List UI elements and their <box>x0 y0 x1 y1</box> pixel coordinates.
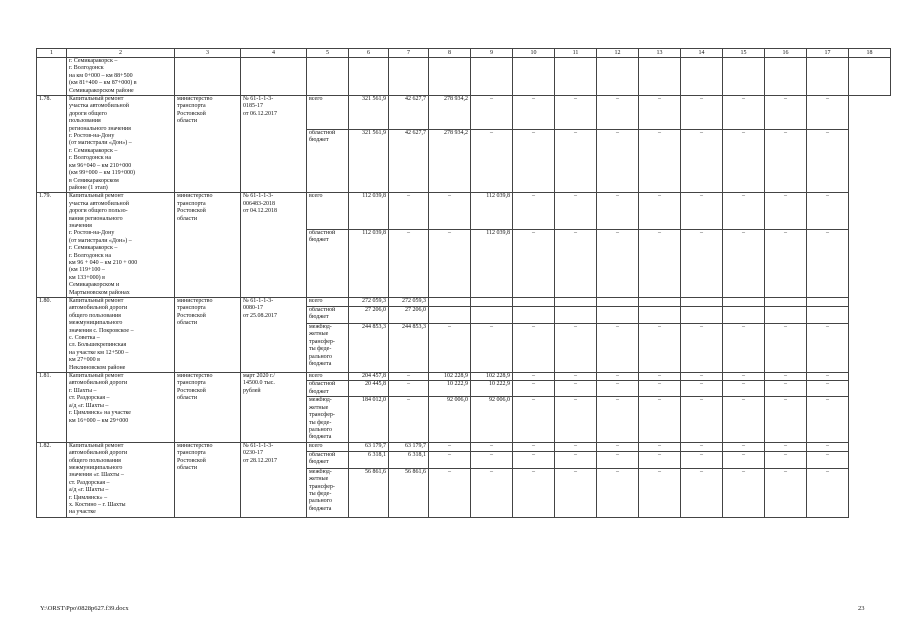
amount-cell: – <box>639 451 681 468</box>
amount-cell: 112 039,8 <box>471 229 513 297</box>
amount-cell: 27 206,0 <box>349 307 389 324</box>
amount-cell: – <box>471 324 513 373</box>
amount-cell: – <box>389 193 429 229</box>
amount-cell: – <box>765 442 807 451</box>
object-name-cell: Капитальный ремонт автомобильной дороги общего пользования межмуниципального значения с. Покровское – с. Советка – сл. Большекрепинская на участке км 12+500 – км 27+000 в Неклиновском районе <box>67 298 175 373</box>
amount-cell: 204 457,8 <box>349 373 389 381</box>
amount-cell: – <box>639 96 681 130</box>
amount-cell: – <box>513 451 555 468</box>
amount-cell: – <box>471 129 513 193</box>
amount-cell: – <box>555 229 597 297</box>
funding-source-cell: всего <box>307 96 349 130</box>
amount-cell <box>807 298 849 307</box>
amount-cell: – <box>723 468 765 517</box>
amount-cell: – <box>597 381 639 397</box>
amount-cell: – <box>681 468 723 517</box>
amount-cell: – <box>555 96 597 130</box>
amount-cell <box>723 307 765 324</box>
column-number-cell: 11 <box>555 49 597 58</box>
amount-cell: – <box>597 193 639 229</box>
amount-cell <box>639 298 681 307</box>
amount-cell: – <box>389 381 429 397</box>
amount-cell: – <box>681 442 723 451</box>
amount-cell: – <box>639 468 681 517</box>
customer-cell: министерство транспорта Ростовской области <box>175 373 241 443</box>
object-name-cell: Капитальный ремонт участка автомобильной дороги общего пользования регионального значения г. Ростов-на-Дону (от магистрали «Дон») – г. Семикаракорск – г. Волгодонск на км 96+040 – км 210+000 (км 99+000 – км 119+000) в Семикаракорском районе (1 этап) <box>67 96 175 193</box>
carry-over-name-cell: г. Семикаракорск – г. Волгодонск на км 0+000 – км 88+500 (км 81+400 – км 87+000) в Семикаракорском районе <box>67 58 175 96</box>
amount-cell <box>471 298 513 307</box>
amount-cell: – <box>639 373 681 381</box>
amount-cell <box>681 298 723 307</box>
amount-cell: 112 039,8 <box>471 193 513 229</box>
amount-cell: – <box>723 397 765 442</box>
amount-cell: 184 012,0 <box>349 397 389 442</box>
amount-cell: – <box>513 96 555 130</box>
amount-cell <box>765 307 807 324</box>
amount-cell: – <box>681 193 723 229</box>
amount-cell: – <box>555 451 597 468</box>
amount-cell: – <box>471 468 513 517</box>
amount-cell: – <box>807 373 849 381</box>
amount-cell: – <box>597 96 639 130</box>
column-number-cell: 2 <box>67 49 175 58</box>
amount-cell: – <box>807 397 849 442</box>
row-number-cell: 1.80. <box>37 298 67 373</box>
amount-cell: – <box>513 324 555 373</box>
amount-cell: 321 561,9 <box>349 129 389 193</box>
amount-cell: – <box>723 129 765 193</box>
amount-cell: 20 445,8 <box>349 381 389 397</box>
amount-cell: – <box>681 397 723 442</box>
table-row <box>37 442 891 451</box>
amount-cell: 56 861,6 <box>389 468 429 517</box>
amount-cell: 63 179,7 <box>389 442 429 451</box>
amount-cell <box>597 307 639 324</box>
amount-cell: – <box>723 193 765 229</box>
column-number-cell: 10 <box>513 49 555 58</box>
amount-cell: – <box>681 451 723 468</box>
amount-cell: – <box>597 468 639 517</box>
amount-cell: – <box>429 451 471 468</box>
amount-cell: – <box>723 381 765 397</box>
funding-source-cell: межбюд- жетные трансфер- ты феде- рального бюджета <box>307 324 349 373</box>
amount-cell: – <box>389 373 429 381</box>
amount-cell: – <box>639 442 681 451</box>
amount-cell <box>429 307 471 324</box>
column-number-cell: 17 <box>807 49 849 58</box>
amount-cell: – <box>471 442 513 451</box>
row-number-cell: 1.79. <box>37 193 67 298</box>
contract-cell: № 61-1-1-3- 0080-17 от 25.08.2017 <box>241 298 307 373</box>
amount-cell: – <box>597 451 639 468</box>
contract-cell: № 61-1-1-3- 0185-17 от 06.12.2017 <box>241 96 307 193</box>
amount-cell <box>513 307 555 324</box>
object-name-cell: Капитальный ремонт автомобильной дороги г. Шахты – ст. Раздорская – а/д «г. Шахты – г. Цимлянск» на участке км 16+000 – км 29+000 <box>67 373 175 443</box>
amount-cell: – <box>681 229 723 297</box>
amount-cell: 278 934,2 <box>429 96 471 130</box>
amount-cell: – <box>555 442 597 451</box>
funding-source-cell: областной бюджет <box>307 129 349 193</box>
amount-cell: – <box>765 373 807 381</box>
amount-cell: – <box>597 324 639 373</box>
amount-cell: – <box>807 442 849 451</box>
funding-source-cell: межбюд- жетные трансфер- ты феде- рального бюджета <box>307 397 349 442</box>
amount-cell: – <box>807 468 849 517</box>
amount-cell <box>555 307 597 324</box>
amount-cell: – <box>765 451 807 468</box>
amount-cell: – <box>807 381 849 397</box>
customer-cell: министерство транспорта Ростовской области <box>175 96 241 193</box>
contract-cell: № 61-1-1-3- 0230-17 от 28.12.2017 <box>241 442 307 517</box>
column-number-cell: 14 <box>681 49 723 58</box>
amount-cell: – <box>639 324 681 373</box>
amount-cell: – <box>513 468 555 517</box>
amount-cell: 10 222,9 <box>471 381 513 397</box>
amount-cell: – <box>597 442 639 451</box>
amount-cell: 63 179,7 <box>349 442 389 451</box>
amount-cell: – <box>765 381 807 397</box>
amount-cell <box>597 298 639 307</box>
amount-cell: 102 228,9 <box>471 373 513 381</box>
row-number-cell: 1.81. <box>37 373 67 443</box>
amount-cell <box>723 298 765 307</box>
column-number-cell: 4 <box>241 49 307 58</box>
amount-cell <box>429 298 471 307</box>
amount-cell <box>639 307 681 324</box>
amount-cell: 112 039,8 <box>349 193 389 229</box>
amount-cell <box>681 307 723 324</box>
amount-cell <box>471 307 513 324</box>
amount-cell: – <box>723 229 765 297</box>
amount-cell <box>765 298 807 307</box>
column-number-row <box>37 49 891 58</box>
amount-cell: – <box>765 324 807 373</box>
funding-source-cell: областной бюджет <box>307 381 349 397</box>
amount-cell: – <box>639 129 681 193</box>
amount-cell: – <box>639 229 681 297</box>
amount-cell: – <box>597 397 639 442</box>
amount-cell: – <box>555 397 597 442</box>
amount-cell: – <box>807 324 849 373</box>
funding-source-cell: областной бюджет <box>307 229 349 297</box>
table-row <box>37 373 891 381</box>
program-table <box>36 48 891 518</box>
amount-cell: – <box>723 442 765 451</box>
funding-source-cell: всего <box>307 298 349 307</box>
amount-cell: – <box>765 397 807 442</box>
amount-cell: – <box>681 381 723 397</box>
amount-cell: – <box>765 468 807 517</box>
amount-cell: – <box>513 129 555 193</box>
amount-cell: – <box>807 193 849 229</box>
amount-cell: – <box>513 193 555 229</box>
contract-cell: март 2020 г./ 14500.0 тыс. рублей <box>241 373 307 443</box>
amount-cell: – <box>429 442 471 451</box>
column-number-cell: 1 <box>37 49 67 58</box>
funding-source-cell: всего <box>307 193 349 229</box>
column-number-cell: 6 <box>349 49 389 58</box>
amount-cell: – <box>429 468 471 517</box>
amount-cell <box>513 298 555 307</box>
table-row <box>37 193 891 229</box>
amount-cell: – <box>513 381 555 397</box>
row-number-cell: 1.82. <box>37 442 67 517</box>
amount-cell: – <box>765 229 807 297</box>
amount-cell: – <box>681 324 723 373</box>
amount-cell: – <box>389 397 429 442</box>
amount-cell: – <box>471 96 513 130</box>
amount-cell: 56 861,6 <box>349 468 389 517</box>
footer-file-path: Y:\ORST\Ppo\0828p627.f39.docx <box>40 605 129 612</box>
amount-cell: 272 059,3 <box>389 298 429 307</box>
column-number-cell: 7 <box>389 49 429 58</box>
table-row <box>37 298 891 307</box>
amount-cell: – <box>807 96 849 130</box>
amount-cell: – <box>807 229 849 297</box>
amount-cell: – <box>639 381 681 397</box>
amount-cell: 92 006,0 <box>471 397 513 442</box>
amount-cell: – <box>471 451 513 468</box>
amount-cell: 272 059,3 <box>349 298 389 307</box>
amount-cell <box>555 298 597 307</box>
column-number-cell: 3 <box>175 49 241 58</box>
amount-cell: 6 318,1 <box>349 451 389 468</box>
column-number-cell: 15 <box>723 49 765 58</box>
amount-cell: – <box>513 229 555 297</box>
object-name-cell: Капитальный ремонт автомобильной дороги общего пользования межмуниципального значения «г. Шахты – ст. Раздорская – а/д «г. Шахты – г. Цимлянск» – х. Костино – г. Шахты на участке <box>67 442 175 517</box>
amount-cell: – <box>555 129 597 193</box>
amount-cell: – <box>681 129 723 193</box>
amount-cell: – <box>639 193 681 229</box>
row-number-cell: 1.78. <box>37 96 67 193</box>
amount-cell: 27 206,0 <box>389 307 429 324</box>
amount-cell: 42 627,7 <box>389 96 429 130</box>
column-number-cell: 8 <box>429 49 471 58</box>
customer-cell: министерство транспорта Ростовской области <box>175 298 241 373</box>
contract-cell: № 61-1-1-3- 006483-2018 от 04.12.2018 <box>241 193 307 298</box>
amount-cell: – <box>555 193 597 229</box>
amount-cell: 244 853,3 <box>389 324 429 373</box>
amount-cell: – <box>639 397 681 442</box>
column-number-cell: 5 <box>307 49 349 58</box>
table-row <box>37 96 891 130</box>
amount-cell: – <box>597 229 639 297</box>
carry-over-row <box>37 58 891 96</box>
amount-cell: – <box>723 96 765 130</box>
object-name-cell: Капитальный ремонт участка автомобильной дороги общего пользо- вания регионального значения г. Ростов-на-Дону (от магистрали «Дон») – г. Семикаракорск – г. Волгодонск на км 96 + 040 – км 210 + 000 (км 119+100 – км 133+000) в Семикаракорском и Мартыновском районах <box>67 193 175 298</box>
amount-cell: 244 853,3 <box>349 324 389 373</box>
amount-cell: 42 627,7 <box>389 129 429 193</box>
amount-cell: – <box>807 451 849 468</box>
amount-cell: – <box>597 373 639 381</box>
amount-cell: – <box>681 96 723 130</box>
amount-cell: – <box>681 373 723 381</box>
amount-cell: 6 318,1 <box>389 451 429 468</box>
funding-source-cell: межбюд- жетные трансфер- ты феде- рального бюджета <box>307 468 349 517</box>
amount-cell: 321 561,9 <box>349 96 389 130</box>
amount-cell: 278 934,2 <box>429 129 471 193</box>
amount-cell: – <box>429 324 471 373</box>
carry-over-num-cell <box>37 58 67 96</box>
amount-cell: 102 228,9 <box>429 373 471 381</box>
amount-cell: 92 006,0 <box>429 397 471 442</box>
page-number: 23 <box>858 605 865 612</box>
amount-cell: – <box>555 381 597 397</box>
amount-cell: – <box>555 324 597 373</box>
funding-source-cell: всего <box>307 442 349 451</box>
amount-cell: – <box>765 193 807 229</box>
column-number-cell: 13 <box>639 49 681 58</box>
table-body <box>37 49 891 518</box>
amount-cell: – <box>389 229 429 297</box>
funding-source-cell: областной бюджет <box>307 451 349 468</box>
funding-source-cell: областной бюджет <box>307 307 349 324</box>
amount-cell: – <box>429 229 471 297</box>
amount-cell <box>807 307 849 324</box>
amount-cell: – <box>807 129 849 193</box>
customer-cell: министерство транспорта Ростовской области <box>175 193 241 298</box>
amount-cell: – <box>513 397 555 442</box>
amount-cell: – <box>723 451 765 468</box>
amount-cell: – <box>513 373 555 381</box>
amount-cell: – <box>429 193 471 229</box>
column-number-cell: 9 <box>471 49 513 58</box>
amount-cell: – <box>765 129 807 193</box>
amount-cell: – <box>555 468 597 517</box>
column-number-cell: 12 <box>597 49 639 58</box>
amount-cell: – <box>597 129 639 193</box>
column-number-cell: 16 <box>765 49 807 58</box>
amount-cell: – <box>513 442 555 451</box>
amount-cell: – <box>723 373 765 381</box>
column-number-cell: 18 <box>849 49 891 58</box>
amount-cell: – <box>765 96 807 130</box>
amount-cell: – <box>723 324 765 373</box>
amount-cell: 112 039,8 <box>349 229 389 297</box>
customer-cell: министерство транспорта Ростовской области <box>175 442 241 517</box>
amount-cell: – <box>555 373 597 381</box>
funding-source-cell: всего <box>307 373 349 381</box>
amount-cell: 10 222,9 <box>429 381 471 397</box>
